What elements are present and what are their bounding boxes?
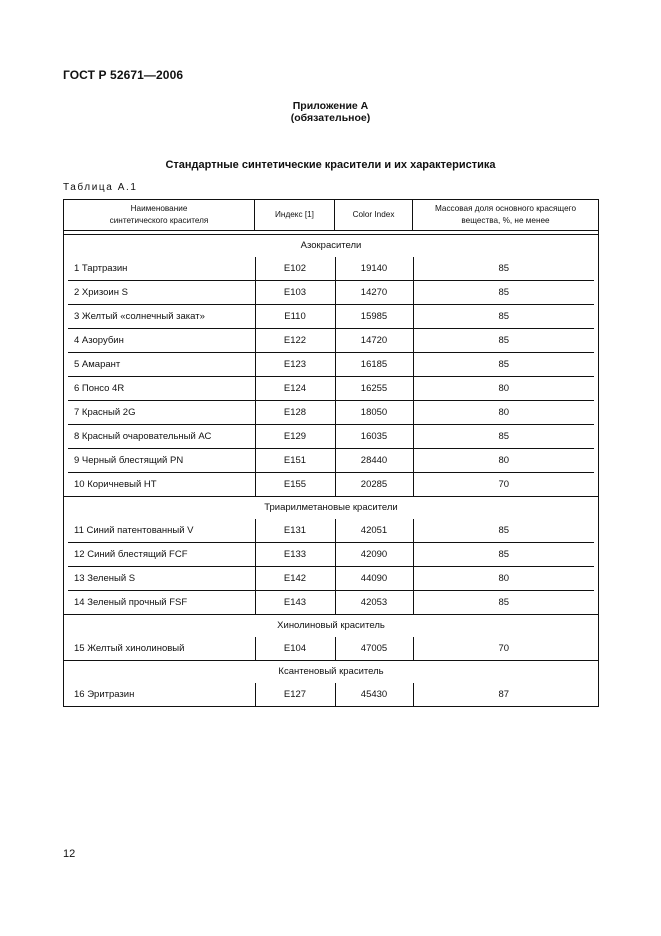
table-body bbox=[64, 235, 599, 707]
mass-fraction-cell-text: 87 bbox=[413, 683, 595, 706]
dye-name-cell bbox=[64, 543, 255, 567]
dye-name-cell bbox=[64, 425, 255, 449]
dye-index-cell-text: Е123 bbox=[255, 353, 335, 377]
dye-name-cell-text: 15 Желтый хинолиновый bbox=[74, 643, 185, 654]
column-header-mass-line1: Массовая доля основного красящего bbox=[434, 204, 576, 213]
mass-fraction-cell bbox=[413, 425, 599, 449]
mass-fraction-cell-text: 85 bbox=[413, 257, 595, 281]
dye-name-cell-text: 3 Желтый «солнечный закат» bbox=[68, 305, 255, 329]
mass-fraction-cell bbox=[413, 401, 599, 425]
dye-index-cell bbox=[255, 401, 335, 425]
dye-name-cell-text: 6 Понсо 4R bbox=[68, 377, 255, 401]
table-row bbox=[64, 329, 599, 353]
dye-name-cell-text: 5 Амарант bbox=[68, 353, 255, 377]
mass-fraction-cell bbox=[413, 329, 599, 353]
color-index-cell-text: 15985 bbox=[335, 305, 413, 329]
table-row bbox=[64, 591, 599, 615]
mass-fraction-cell-text: 85 bbox=[413, 329, 595, 353]
table-row bbox=[64, 543, 599, 567]
color-index-cell bbox=[335, 519, 413, 543]
color-index-cell bbox=[335, 329, 413, 353]
dye-name-cell bbox=[64, 567, 255, 591]
dye-name-cell-text: 8 Красный очаровательный АС bbox=[68, 425, 255, 449]
mass-fraction-cell bbox=[413, 683, 599, 707]
dye-index-cell-text: Е122 bbox=[255, 329, 335, 353]
dye-name-cell bbox=[64, 591, 255, 615]
color-index-cell bbox=[335, 425, 413, 449]
color-index-cell-text: 20285 bbox=[335, 473, 413, 496]
dye-name-cell-text: 10 Коричневый НТ bbox=[74, 479, 157, 490]
dye-index-cell-text: Е110 bbox=[255, 305, 335, 329]
dye-index-cell bbox=[255, 637, 335, 661]
mass-fraction-cell-text: 85 bbox=[413, 519, 595, 543]
color-index-cell-text: 16035 bbox=[335, 425, 413, 449]
dye-index-cell-text: Е104 bbox=[255, 637, 335, 660]
column-header-index: Индекс [1] bbox=[255, 200, 335, 231]
dye-name-cell bbox=[64, 519, 255, 543]
column-header-name-line2: синтетического красителя bbox=[109, 216, 209, 225]
dye-name-cell-text: 16 Эритразин bbox=[74, 689, 135, 700]
mass-fraction-cell-text: 80 bbox=[413, 377, 595, 401]
color-index-cell bbox=[335, 591, 413, 615]
dye-name-cell bbox=[64, 637, 255, 661]
dye-index-cell bbox=[255, 257, 335, 281]
group-title: Хинолиновый краситель bbox=[64, 615, 599, 638]
color-index-cell bbox=[335, 683, 413, 707]
group-title: Триарилметановые красители bbox=[64, 497, 599, 520]
dye-name-cell-text: 2 Хризоин S bbox=[68, 281, 255, 305]
color-index-cell-text: 42053 bbox=[335, 591, 413, 614]
color-index-cell-text: 44090 bbox=[335, 567, 413, 591]
mass-fraction-cell-text: 70 bbox=[413, 473, 595, 496]
dye-name-cell bbox=[64, 449, 255, 473]
mass-fraction-cell bbox=[413, 519, 599, 543]
mass-fraction-cell-text: 85 bbox=[413, 425, 595, 449]
dyes-table bbox=[63, 199, 599, 707]
group-row bbox=[64, 235, 599, 258]
color-index-cell bbox=[335, 377, 413, 401]
dye-index-cell bbox=[255, 519, 335, 543]
table-row bbox=[64, 567, 599, 591]
dye-index-cell bbox=[255, 353, 335, 377]
column-header-name-line1: Наименование bbox=[130, 204, 188, 213]
mass-fraction-cell bbox=[413, 305, 599, 329]
dye-name-cell-text: 4 Азорубин bbox=[68, 329, 255, 353]
table-row bbox=[64, 425, 599, 449]
dye-index-cell-text: Е128 bbox=[255, 401, 335, 425]
dye-name-cell bbox=[64, 353, 255, 377]
color-index-cell-text: 28440 bbox=[335, 449, 413, 473]
table-row bbox=[64, 401, 599, 425]
color-index-cell-text: 16255 bbox=[335, 377, 413, 401]
dye-name-cell bbox=[64, 329, 255, 353]
dye-index-cell-text: Е142 bbox=[255, 567, 335, 591]
mass-fraction-cell-text: 80 bbox=[413, 449, 595, 473]
group-row bbox=[64, 497, 599, 520]
table-row bbox=[64, 683, 599, 707]
mass-fraction-cell-text: 85 bbox=[413, 543, 595, 567]
color-index-cell-text: 47005 bbox=[335, 637, 413, 660]
dye-name-cell-text: 9 Черный блестящий PN bbox=[68, 449, 255, 473]
mass-fraction-cell-text: 80 bbox=[413, 401, 595, 425]
mass-fraction-cell bbox=[413, 353, 599, 377]
table-row bbox=[64, 449, 599, 473]
dye-name-cell bbox=[64, 305, 255, 329]
color-index-cell-text: 19140 bbox=[335, 257, 413, 281]
dye-name-cell-text: 12 Синий блестящий FCF bbox=[68, 543, 255, 567]
color-index-cell bbox=[335, 257, 413, 281]
color-index-cell bbox=[335, 305, 413, 329]
column-header-mass bbox=[413, 200, 599, 231]
table-row bbox=[64, 377, 599, 401]
mass-fraction-cell bbox=[413, 377, 599, 401]
dye-index-cell bbox=[255, 591, 335, 615]
dye-index-cell-text: Е129 bbox=[255, 425, 335, 449]
color-index-cell-text: 18050 bbox=[335, 401, 413, 425]
dye-name-cell-text: 14 Зеленый прочный FSF bbox=[74, 597, 188, 608]
color-index-cell-text: 14720 bbox=[335, 329, 413, 353]
mass-fraction-cell bbox=[413, 591, 599, 615]
dye-name-cell bbox=[64, 257, 255, 281]
column-header-mass-line2: вещества, %, не менее bbox=[461, 216, 550, 225]
mass-fraction-cell-text: 70 bbox=[413, 637, 595, 660]
dye-index-cell bbox=[255, 683, 335, 707]
dye-index-cell bbox=[255, 473, 335, 497]
color-index-cell bbox=[335, 567, 413, 591]
dye-index-cell bbox=[255, 449, 335, 473]
dye-name-cell-text: 1 Тартразин bbox=[68, 257, 255, 281]
group-row bbox=[64, 661, 599, 684]
mass-fraction-cell-text: 85 bbox=[413, 281, 595, 305]
mass-fraction-cell bbox=[413, 473, 599, 497]
dye-index-cell-text: Е102 bbox=[255, 257, 335, 281]
dye-index-cell bbox=[255, 567, 335, 591]
dye-index-cell-text: Е133 bbox=[255, 543, 335, 567]
column-header-name bbox=[64, 200, 255, 231]
color-index-cell bbox=[335, 401, 413, 425]
color-index-cell-text: 42090 bbox=[335, 543, 413, 567]
dye-index-cell-text: Е103 bbox=[255, 281, 335, 305]
color-index-cell bbox=[335, 353, 413, 377]
dye-name-cell bbox=[64, 473, 255, 497]
table-row bbox=[64, 305, 599, 329]
mass-fraction-cell bbox=[413, 449, 599, 473]
dye-index-cell-text: Е151 bbox=[255, 449, 335, 473]
dye-name-cell bbox=[64, 377, 255, 401]
table-row bbox=[64, 281, 599, 305]
color-index-cell bbox=[335, 281, 413, 305]
table-row bbox=[64, 637, 599, 661]
table-row bbox=[64, 353, 599, 377]
dye-index-cell-text: Е155 bbox=[255, 473, 335, 496]
annex-title: Приложение А bbox=[292, 100, 369, 112]
dye-index-cell bbox=[255, 281, 335, 305]
mass-fraction-cell bbox=[413, 281, 599, 305]
dye-name-cell-text: 7 Красный 2G bbox=[68, 401, 255, 425]
table-row bbox=[64, 257, 599, 281]
page-number: 12 bbox=[63, 848, 76, 860]
color-index-cell-text: 14270 bbox=[335, 281, 413, 305]
table-row bbox=[64, 519, 599, 543]
mass-fraction-cell bbox=[413, 567, 599, 591]
color-index-cell bbox=[335, 449, 413, 473]
table-heading: Стандартные синтетические красители и их характеристика bbox=[165, 159, 496, 171]
dye-index-cell-text: Е131 bbox=[255, 519, 335, 543]
dye-index-cell-text: Е124 bbox=[255, 377, 335, 401]
dye-index-cell bbox=[255, 329, 335, 353]
dye-index-cell-text: Е143 bbox=[255, 591, 335, 614]
dye-index-cell bbox=[255, 377, 335, 401]
mass-fraction-cell-text: 85 bbox=[413, 353, 595, 377]
group-title: Азокрасители bbox=[300, 240, 362, 251]
color-index-cell bbox=[335, 473, 413, 497]
mass-fraction-cell-text: 85 bbox=[413, 305, 595, 329]
color-index-cell-text: 16185 bbox=[335, 353, 413, 377]
document-code: ГОСТ Р 52671—2006 bbox=[63, 68, 184, 82]
table-header-row bbox=[64, 200, 599, 231]
group-row bbox=[64, 615, 599, 638]
mass-fraction-cell bbox=[413, 543, 599, 567]
dye-name-cell-text: 13 Зеленый S bbox=[68, 567, 255, 591]
dye-index-cell-text: Е127 bbox=[255, 683, 335, 706]
dye-name-cell-text: 11 Синий патентованный V bbox=[68, 519, 255, 543]
dye-name-cell bbox=[64, 281, 255, 305]
dye-index-cell bbox=[255, 425, 335, 449]
mass-fraction-cell bbox=[413, 637, 599, 661]
color-index-cell-text: 45430 bbox=[335, 683, 413, 706]
group-title: Ксантеновый краситель bbox=[64, 661, 599, 684]
table-row bbox=[64, 473, 599, 497]
dye-name-cell bbox=[64, 401, 255, 425]
table-label: Таблица А.1 bbox=[63, 182, 138, 193]
color-index-cell bbox=[335, 543, 413, 567]
dye-index-cell bbox=[255, 305, 335, 329]
color-index-cell-text: 42051 bbox=[335, 519, 413, 543]
dye-name-cell bbox=[64, 683, 255, 707]
annex-status: (обязательное) bbox=[290, 112, 371, 124]
dye-index-cell bbox=[255, 543, 335, 567]
color-index-cell bbox=[335, 637, 413, 661]
mass-fraction-cell bbox=[413, 257, 599, 281]
mass-fraction-cell-text: 80 bbox=[413, 567, 595, 591]
column-header-color-index: Color Index bbox=[335, 200, 413, 231]
mass-fraction-cell-text: 85 bbox=[413, 591, 595, 614]
